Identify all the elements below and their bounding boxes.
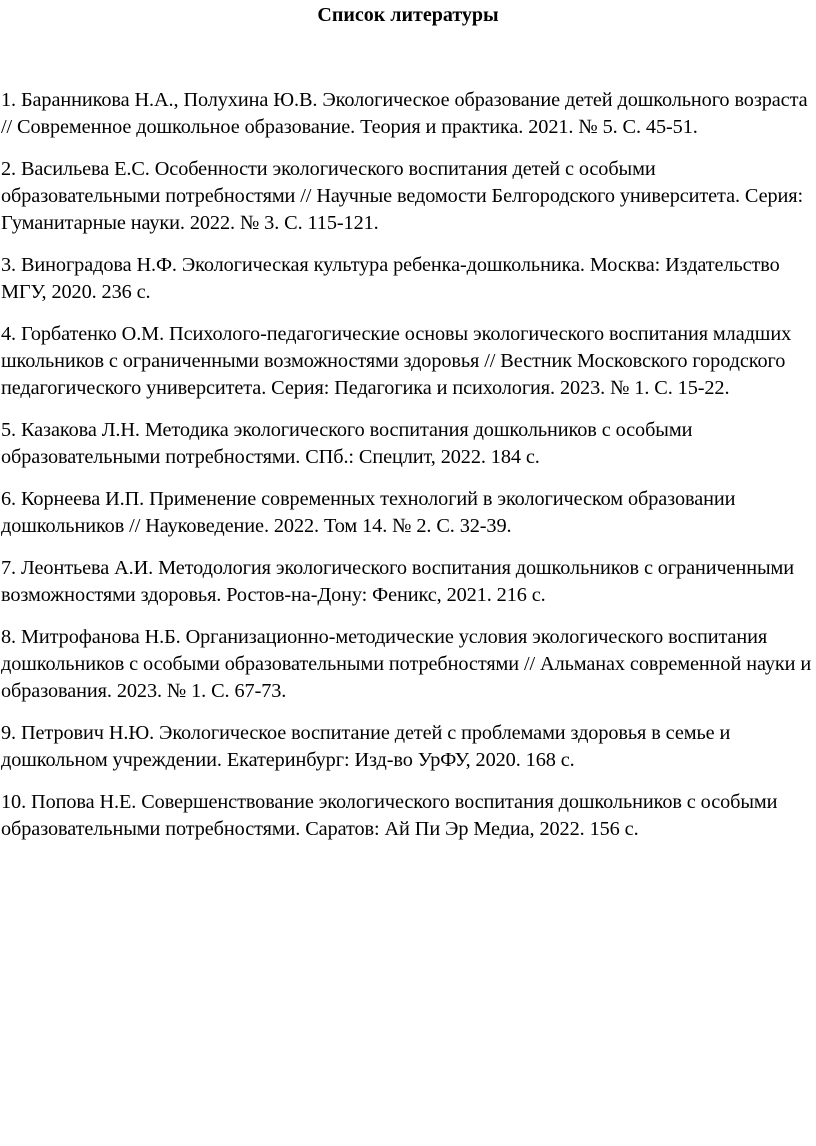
reference-item: 8. Митрофанова Н.Б. Организационно-методические условия экологического воспитания дошкольников с особыми образовательными потребностями // Альманах современной науки и образования. 2023. № 1. С. 67-73. — [1, 626, 812, 702]
reference-item: 2. Васильева Е.С. Особенности экологического воспитания детей с особыми образовательными потребностями // Научные ведомости Белгородского университета. Серия: Гуманитарные науки. 2022. № 3. С. 115-121. — [1, 158, 804, 234]
reference-item: 10. Попова Н.Е. Совершенствование экологического воспитания дошкольников с особыми образовательными потребностями. Саратов: Ай Пи Эр Медиа, 2022. 156 с. — [1, 791, 778, 840]
reference-item: 7. Леонтьева А.И. Методология экологического воспитания дошкольников с ограниченными возможностями здоровья. Ростов-на-Дону: Феникс, 2021. 216 с. — [1, 557, 795, 606]
reference-list — [1, 87, 813, 858]
reference-item: 3. Виноградова Н.Ф. Экологическая культура ребенка-дошкольника. Москва: Издательство МГУ, 2020. 236 с. — [1, 254, 780, 303]
reference-item: 5. Казакова Л.Н. Методика экологического воспитания дошкольников с особыми образовательными потребностями. СПб.: Спецлит, 2022. 184 с. — [1, 419, 693, 468]
reference-item: 9. Петрович Н.Ю. Экологическое воспитание детей с проблемами здоровья в семье и дошкольном учреждении. Екатеринбург: Изд-во УрФУ, 2020. 168 с. — [1, 722, 731, 771]
page-title: Список литературы — [317, 4, 499, 26]
reference-item: 6. Корнеева И.П. Применение современных технологий в экологическом образовании дошкольников // Науковедение. 2022. Том 14. № 2. С. 32-39. — [1, 488, 736, 537]
reference-item: 4. Горбатенко О.М. Психолого-педагогические основы экологического воспитания младших школьников с ограниченными возможностями здоровья // Вестник Московского городского педагогического университета. Серия: Педагогика и психология. 2023. № 1. С. 15-22. — [1, 323, 792, 399]
reference-item: 1. Баранникова Н.А., Полухина Ю.В. Экологическое образование детей дошкольного возраста // Современное дошкольное образование. Теория и практика. 2021. № 5. С. 45-51. — [1, 89, 808, 138]
